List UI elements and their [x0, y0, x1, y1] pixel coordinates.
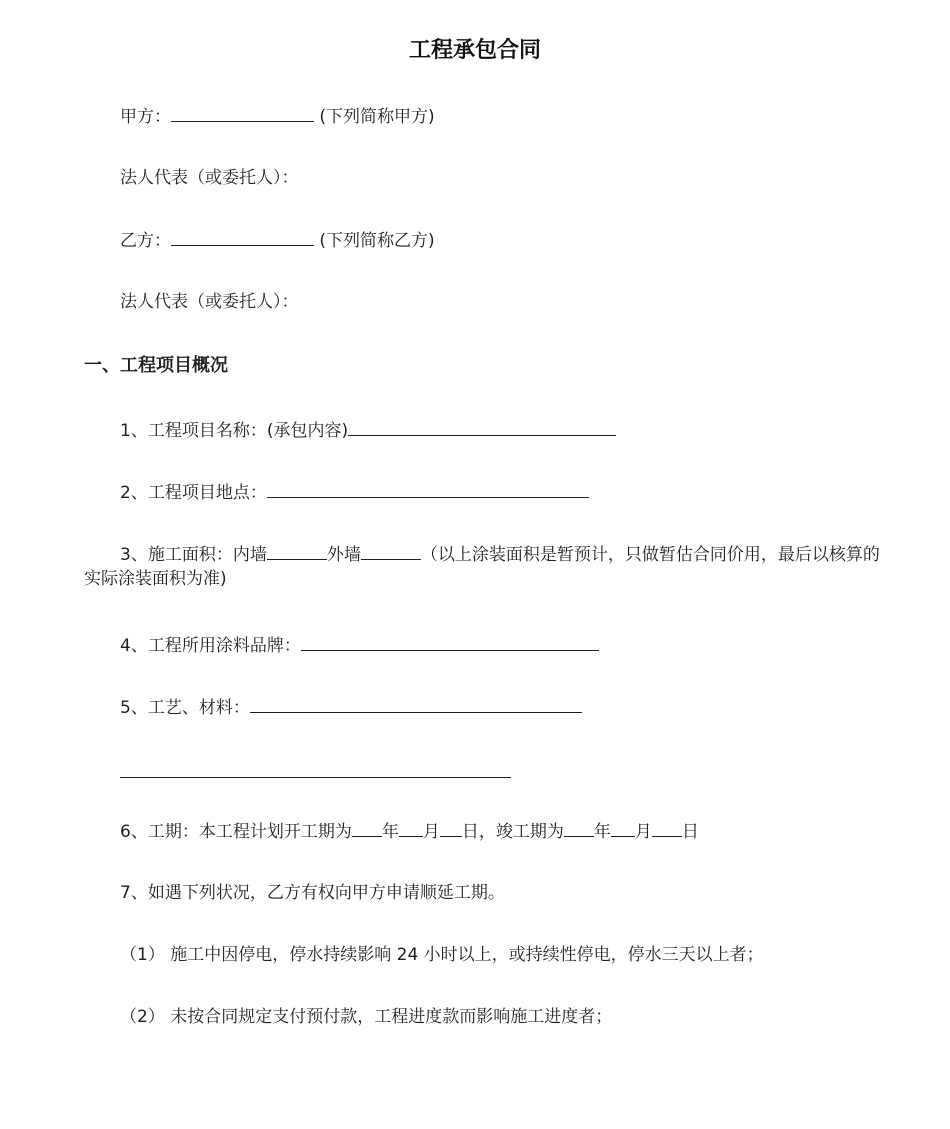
item-paint-brand	[120, 633, 599, 658]
start-day-label: 日，竣工期为	[461, 822, 564, 842]
process-materials-continuation-blank[interactable]	[120, 777, 511, 778]
end-year-label: 年	[593, 822, 611, 842]
item-construction-period	[120, 819, 699, 844]
item2-label: 2、工程项目地点：	[120, 483, 267, 503]
party-b-blank[interactable]	[171, 228, 314, 246]
sub-item-2: （2） 未按合同规定支付预付款，工程进度款而影响施工进度者；	[120, 1007, 613, 1027]
party-a-label: 甲方：	[120, 107, 171, 127]
outer-wall-blank[interactable]	[361, 542, 421, 560]
item-process-materials	[120, 695, 582, 720]
party-a-line	[120, 104, 435, 129]
party-a-blank[interactable]	[171, 104, 314, 122]
party-b-line	[120, 228, 435, 253]
item3-prefix: 3、施工面积：内墙	[120, 545, 267, 565]
end-year-blank[interactable]	[564, 819, 594, 837]
item-project-name	[120, 418, 616, 443]
section-heading-project-overview: 一、工程项目概况	[84, 355, 228, 376]
document-title: 工程承包合同	[408, 38, 541, 63]
item-project-location	[120, 480, 589, 505]
paint-brand-blank[interactable]	[301, 633, 599, 651]
item3-suffix: （以上涂装面积是暂预计，只做暂估合同价用，最后以核算的实际涂装面积为准)	[84, 545, 880, 589]
start-month-label: 月	[422, 822, 440, 842]
end-month-blank[interactable]	[611, 819, 635, 837]
start-day-blank[interactable]	[440, 819, 462, 837]
project-name-blank[interactable]	[348, 418, 616, 436]
legal-rep-a: 法人代表（或委托人）：	[120, 168, 299, 188]
inner-wall-blank[interactable]	[267, 542, 327, 560]
process-materials-blank[interactable]	[250, 695, 582, 713]
start-year-blank[interactable]	[352, 819, 382, 837]
item3-middle: 外墙	[326, 545, 361, 565]
item6-prefix: 6、工期：本工程计划开工期为	[120, 822, 352, 842]
start-year-label: 年	[381, 822, 399, 842]
sub-item-1: （1） 施工中因停电，停水持续影响 24 小时以上，或持续性停电，停水三天以上者；	[120, 945, 764, 965]
party-a-suffix: (下列简称甲方)	[319, 107, 435, 127]
item4-label: 4、工程所用涂料品牌：	[120, 636, 301, 656]
legal-rep-b: 法人代表（或委托人）：	[120, 292, 299, 312]
party-b-suffix: (下列简称乙方)	[319, 231, 435, 251]
end-day-label: 日	[681, 822, 699, 842]
start-month-blank[interactable]	[399, 819, 423, 837]
party-b-label: 乙方：	[120, 231, 171, 251]
item1-label: 1、工程项目名称：(承包内容)	[120, 421, 349, 441]
project-location-blank[interactable]	[267, 480, 589, 498]
item-construction-area	[84, 542, 884, 591]
end-month-label: 月	[634, 822, 652, 842]
item-extension-conditions: 7、如遇下列状况，乙方有权向甲方申请顺延工期。	[120, 883, 505, 903]
item5-label: 5、工艺、材料：	[120, 698, 250, 718]
end-day-blank[interactable]	[652, 819, 682, 837]
